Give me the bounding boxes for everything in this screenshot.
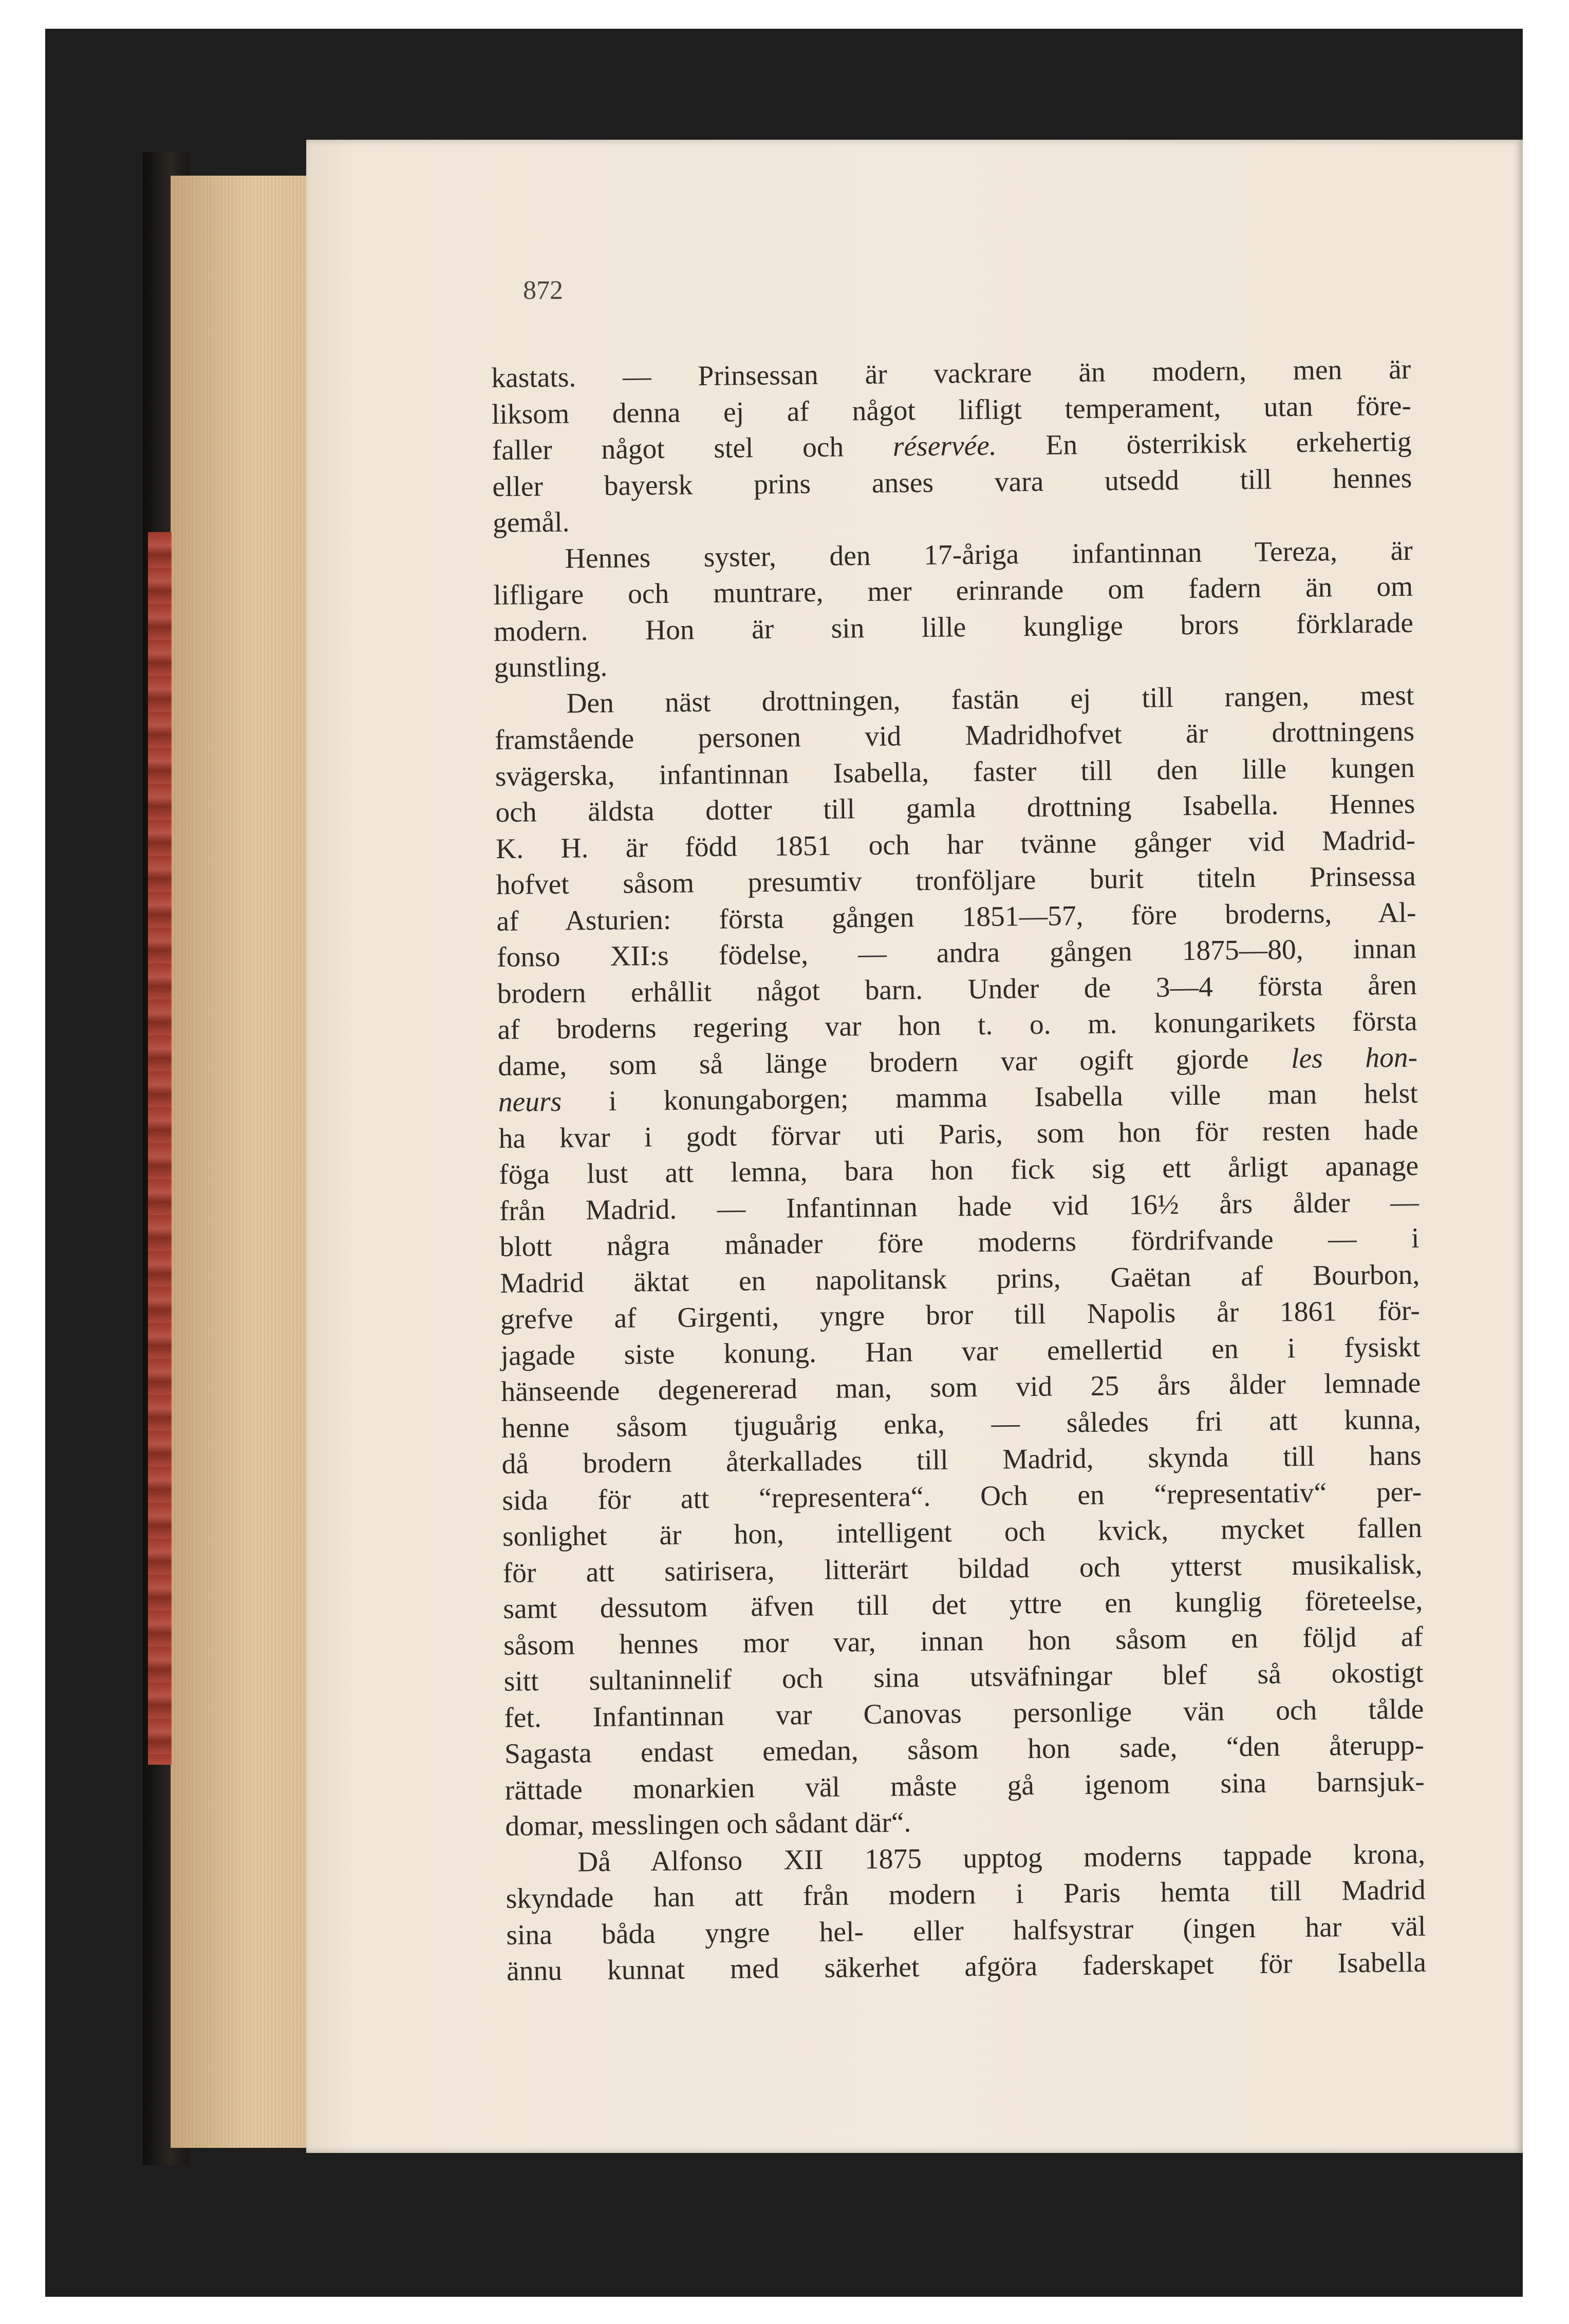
line-text: och äldsta dotter till gamla drottning Isabella. Hennes <box>495 788 1415 828</box>
italic-text: les hon- <box>1291 1042 1418 1074</box>
book-page <box>306 140 1523 2153</box>
line-text: brodern erhållit något barn. Under de 3—4 första åren <box>497 969 1417 1010</box>
line-text: sida för att “representera“. Och en “representativ“ per- <box>502 1476 1422 1517</box>
line-text: fet. Infantinnan var Canovas personlige vän och tålde <box>504 1693 1424 1734</box>
line-text: af Asturien: första gången 1851—57, före broderns, Al- <box>496 897 1416 937</box>
line-text: samt dessutom äfven till det yttre en kunglig företeelse, <box>503 1584 1423 1625</box>
page-number: 872 <box>523 276 563 305</box>
line-text: K. H. är född 1851 och har tvänne gånger vid Madrid- <box>495 824 1416 865</box>
line-text: ännu kunnat med säkerhet afgöra faderskapet för Isabella <box>506 1947 1427 1987</box>
line-text: Madrid äktat en napolitansk prins, Gaëtan af Bourbon, <box>499 1259 1420 1299</box>
line-text: jagade siste konung. Han var emellertid en i fysiskt <box>500 1331 1421 1372</box>
line-text: kastats. — Prinsessan är vackrare än modern, men är <box>491 353 1411 394</box>
line-text: svägerska, infantinnan Isabella, faster till den lille kungen <box>495 752 1415 792</box>
italic-text: réservée. <box>892 430 997 463</box>
line-text: En österrikisk erkehertig <box>996 426 1412 462</box>
line-text: rättade monarkien väl måste gå igenom sina barnsjuk- <box>505 1766 1425 1806</box>
scan-background <box>45 29 1523 2297</box>
line-text: Den näst drottningen, fastän ej till rangen, mest <box>566 679 1414 720</box>
line-text: liksom denna ej af något lifligt temperament, utan före- <box>491 390 1412 430</box>
line-text: gunstling. <box>494 651 608 684</box>
bookmark-ribbon <box>148 532 172 1765</box>
line-text: sitt sultaninnelif och sina utsväfningar blef så okostigt <box>503 1657 1424 1697</box>
line-text: gemål. <box>492 506 570 539</box>
line-text: från Madrid. — Infantinnan hade vid 16½ års ålder — <box>499 1186 1419 1227</box>
line-text: faller något stel och <box>492 431 893 466</box>
line-text: föga lust att lemna, bara hon fick sig ett årligt apanage <box>498 1150 1419 1191</box>
line-text: då brodern återkallades till Madrid, skynda till hans <box>501 1440 1422 1480</box>
line-text: eller bayersk prins anses vara utsedd till hennes <box>492 462 1412 503</box>
line-text: blott några månader före moderns fördrifvande — i <box>499 1222 1419 1263</box>
italic-text: neurs <box>498 1086 562 1118</box>
line-text: sonlighet är hon, intelligent och kvick, mycket fallen <box>502 1512 1423 1553</box>
line-text: Sagasta endast emedan, såsom hon sade, “den återupp- <box>504 1729 1425 1770</box>
line-text: fonso XII:s födelse, — andra gången 1875—80, innan <box>496 933 1417 973</box>
line-text: skyndade han att från modern i Paris hemta till Madrid <box>506 1874 1426 1915</box>
line-text: hofvet såsom presumtiv tronföljare burit titeln Prinsessa <box>496 860 1416 901</box>
line-text: Hennes syster, den 17-åriga infantinnan Tereza, är <box>565 535 1413 575</box>
line-text: henne såsom tjuguårig enka, — således fri att kunna, <box>501 1404 1422 1444</box>
line-text: sina båda yngre hel- eller halfsystrar (ingen har väl <box>506 1911 1426 1951</box>
line-text: för att satirisera, litterärt bildad och ytterst musikalisk, <box>502 1548 1423 1589</box>
page-body-text <box>491 352 1426 1990</box>
line-text: modern. Hon är sin lille kunglige brors förklarade <box>493 607 1414 648</box>
line-text: lifligare och muntrare, mer erinrande om fadern än om <box>493 571 1413 611</box>
line-text: framstående personen vid Madridhofvet är drottningens <box>494 715 1415 756</box>
line-text: dame, som så länge brodern var ogift gjorde <box>497 1043 1292 1082</box>
line-text: hänseende degenererad man, som vid 25 års ålder lemnade <box>500 1367 1421 1408</box>
line-text: grefve af Girgenti, yngre bror till Napolis år 1861 för- <box>500 1295 1421 1335</box>
line-text: såsom hennes mor var, innan hon såsom en följd af <box>503 1621 1424 1661</box>
line-text: i konungaborgen; mamma Isabella ville man helst <box>561 1078 1418 1118</box>
line-text: Då Alfonso XII 1875 upptog moderns tappade krona, <box>577 1838 1426 1878</box>
line-text: af broderns regering var hon t. o. m. konungarikets första <box>497 1005 1417 1046</box>
line-text: ha kvar i godt förvar uti Paris, som hon för resten hade <box>498 1114 1418 1155</box>
line-text: domar, messlingen och sådant där“. <box>505 1807 911 1842</box>
